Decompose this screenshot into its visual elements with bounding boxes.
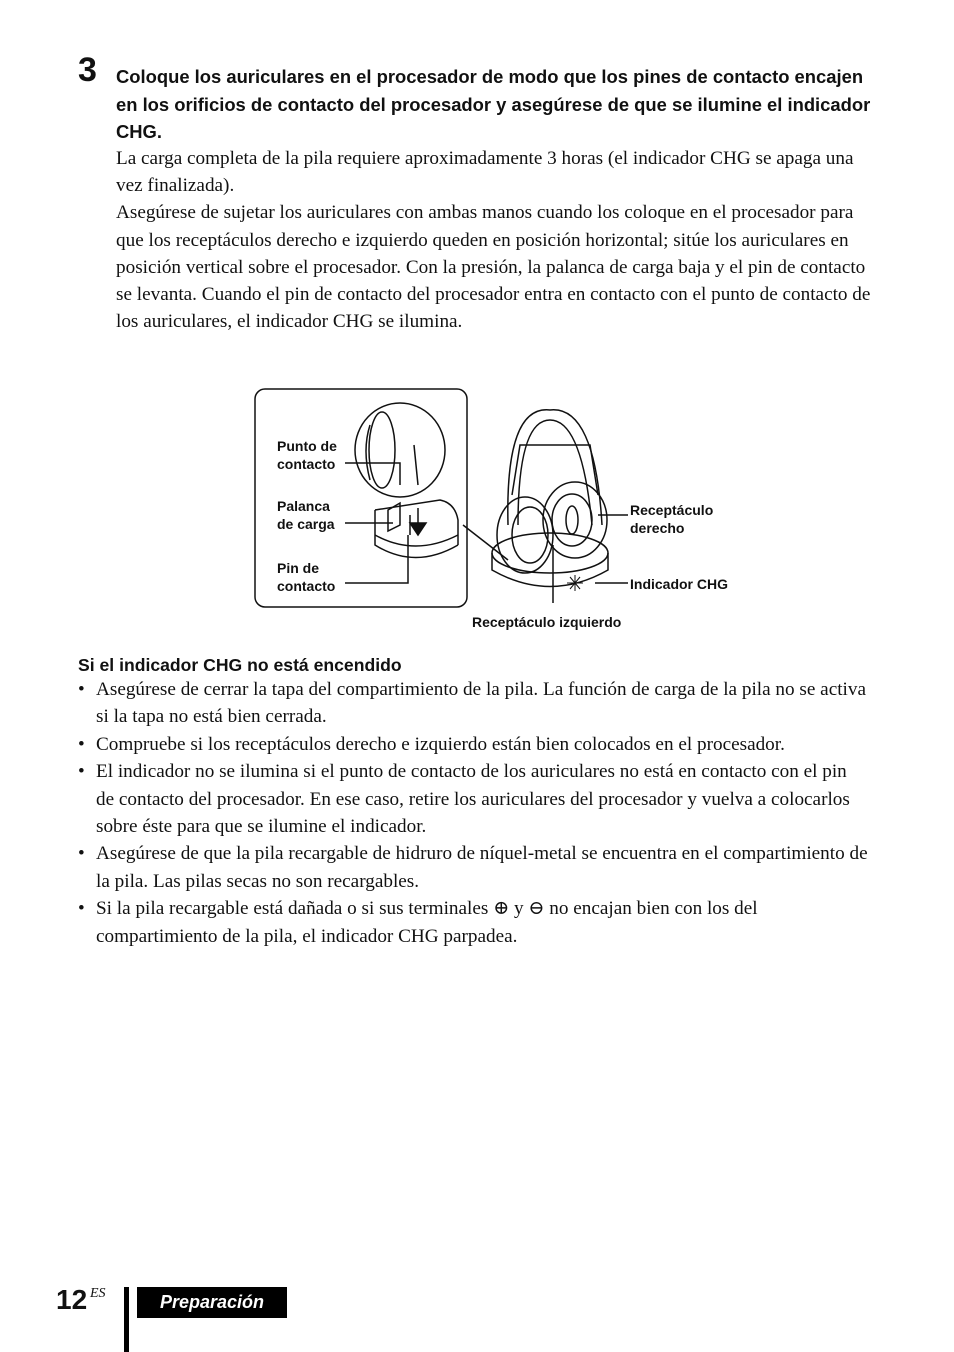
list-item-text: Si la pila recargable está dañada o si sus terminales ⊕ y ⊖ no encajan bien con los del compartimiento de la pila, el indicador CHG parpadea. [96, 898, 758, 947]
section-tab: Preparación [137, 1287, 287, 1318]
list-item [78, 731, 868, 758]
bullet-symbol: • [78, 733, 85, 755]
page-number: 12 [56, 1284, 88, 1315]
list-item-text: Asegúrese de cerrar la tapa del compartimiento de la pila. La función de carga de la pila no se activa si la tapa no está bien cerrada. [96, 679, 866, 728]
troubleshooting-list [78, 676, 868, 950]
footer-divider [124, 1287, 129, 1352]
step-heading: Coloque los auriculares en el procesador de modo que los pines de contacto encajen en los orificios de contacto del procesador y asegúrese de que se ilumine el indicador CHG. [116, 66, 871, 142]
label-punto-contacto: Punto de contacto [277, 438, 337, 472]
label-palanca-carga: Palanca de carga [277, 498, 335, 532]
label-receptaculo-derecho: Receptáculo derecho [630, 502, 714, 536]
label-receptaculo-izquierdo: Receptáculo izquierdo [472, 614, 622, 630]
step-paragraph: La carga completa de la pila requiere aproximadamente 3 horas (el indicador CHG se apaga una vez finalizada). [116, 148, 854, 197]
list-item-text: Asegúrese de que la pila recargable de hidruro de níquel-metal se encuentra en el compartimiento de la pila. Las pilas secas no son recargables. [96, 843, 868, 892]
list-item-text: Compruebe si los receptáculos derecho e izquierdo están bien colocados en el procesador. [96, 733, 785, 755]
list-item [78, 676, 868, 731]
label-pin-contacto: Pin de contacto [277, 560, 336, 594]
bullet-symbol: • [78, 761, 85, 783]
bullet-symbol: • [78, 843, 85, 865]
step-body [116, 145, 876, 335]
label-indicador-chg: Indicador CHG [630, 576, 729, 592]
list-item [78, 758, 868, 840]
charging-illustration [250, 385, 790, 635]
bullet-symbol: • [78, 898, 85, 920]
page-language-suffix: ES [90, 1286, 106, 1301]
list-item [78, 895, 868, 950]
step-paragraph: Asegúrese de sujetar los auriculares con ambas manos cuando los coloque en el procesador para que los receptáculos derecho e izquierdo queden en posición horizontal; sitúe los auriculares en posición vertical sobre el procesador. Con la presión, la palanca de carga baja y el pin de contacto se levanta. Cuando el pin de contacto del procesador entra en contacto con el punto de contacto de los auriculares, el indicador CHG se ilumina. [116, 202, 871, 333]
bullet-symbol: • [78, 679, 85, 700]
list-item-text: El indicador no se ilumina si el punto de contacto de los auriculares no está en contacto con el pin de contacto del procesador. En ese caso, retire los auriculares del procesador y vuelva a colocarlos sobre éste para que se ilumine el indicador. [96, 761, 850, 838]
list-item [78, 840, 868, 895]
step-number: 3 [78, 51, 97, 89]
section-title: Si el indicador CHG no está encendido [78, 655, 402, 675]
